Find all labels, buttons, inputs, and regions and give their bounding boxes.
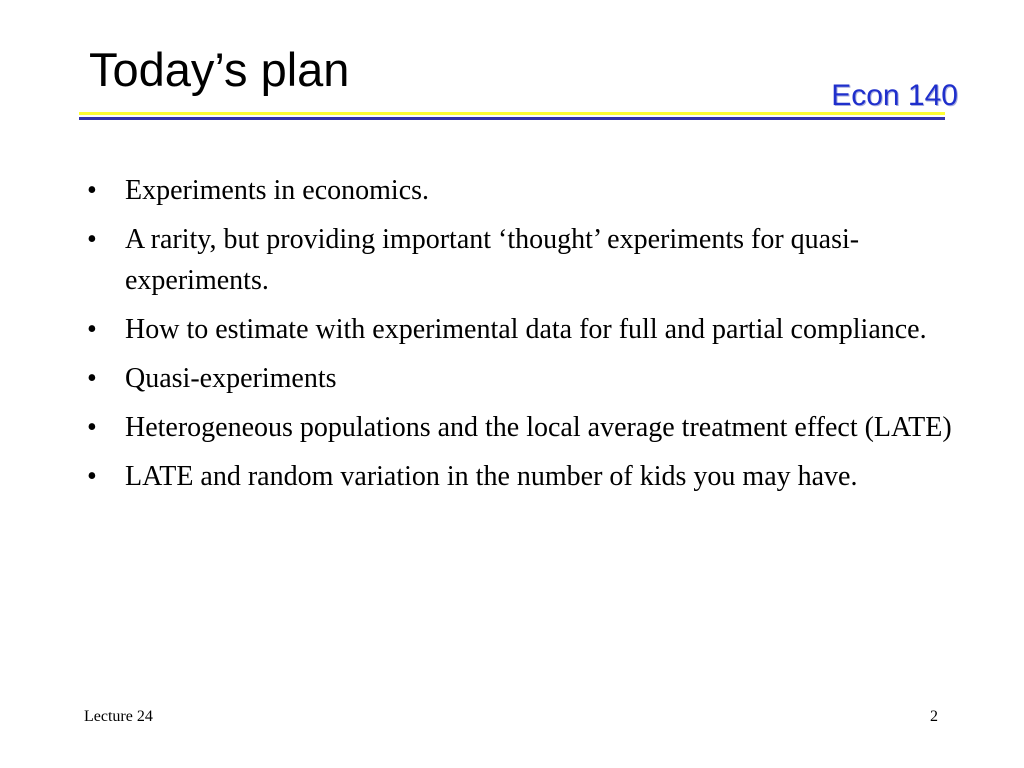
bullet-text: How to estimate with experimental data for full and partial compliance. xyxy=(125,314,927,345)
bullet-dot: • xyxy=(87,363,97,394)
title-divider-blue xyxy=(79,117,945,120)
bullet-item xyxy=(87,170,957,211)
bullet-text: Experiments in economics. xyxy=(125,175,430,206)
bullet-dot: • xyxy=(87,224,97,255)
bullet-item xyxy=(87,407,957,448)
slide-title: Today’s plan xyxy=(89,43,350,96)
bullet-item xyxy=(87,309,957,350)
bullet-text: Quasi-experiments xyxy=(125,363,337,394)
bullet-dot: • xyxy=(87,412,97,443)
bullet-item xyxy=(87,219,957,301)
bullet-list xyxy=(87,170,957,505)
bullet-text: Heterogeneous populations and the local average treatment effect (LATE) xyxy=(125,412,952,443)
bullet-text: LATE and random variation in the number of kids you may have. xyxy=(125,461,858,492)
footer-page-number: 2 xyxy=(930,708,938,725)
bullet-text: A rarity, but providing important ‘thought’ experiments for quasi-experiments. xyxy=(125,224,860,296)
title-divider-yellow xyxy=(79,112,945,115)
bullet-dot: • xyxy=(87,175,97,206)
bullet-item xyxy=(87,456,957,497)
bullet-item xyxy=(87,358,957,399)
bullet-dot: • xyxy=(87,314,97,345)
course-label: Econ 140 xyxy=(831,79,958,112)
bullet-dot: • xyxy=(87,461,97,492)
footer-lecture-label: Lecture 24 xyxy=(84,708,153,725)
